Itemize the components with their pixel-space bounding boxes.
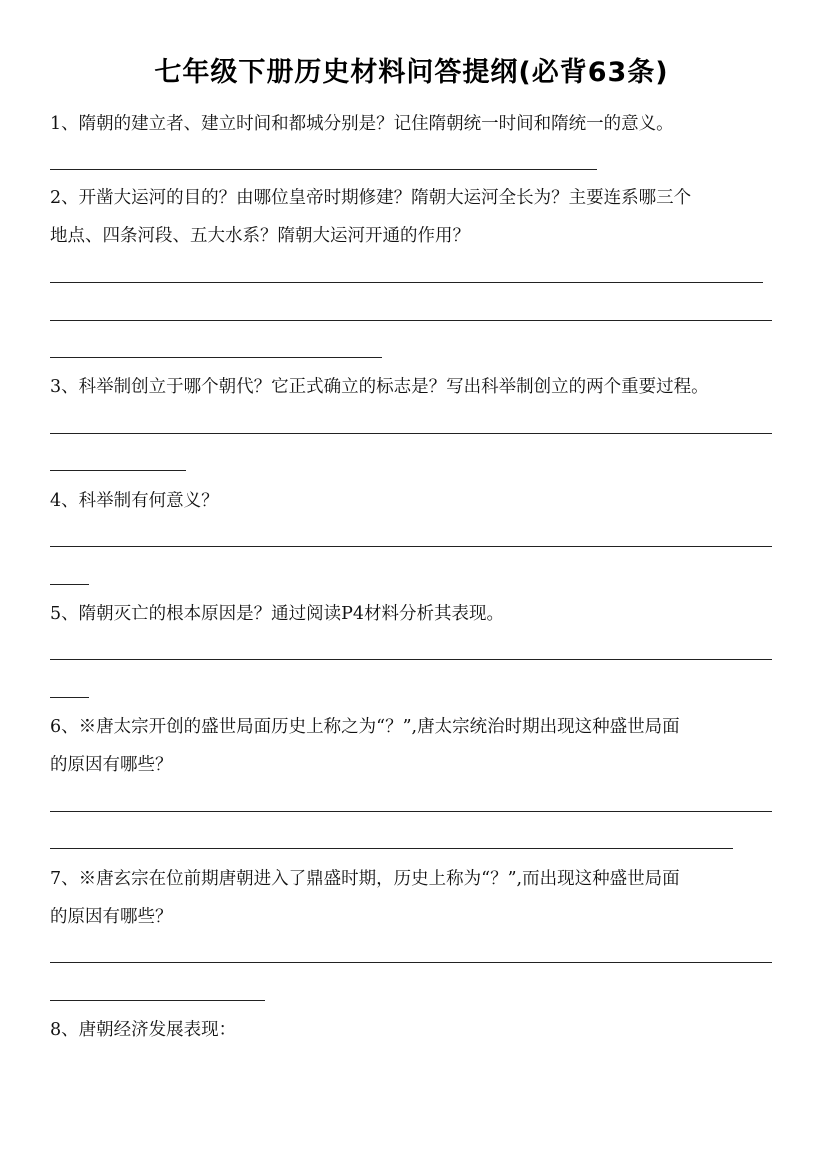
question-5-text: 5、隋朝灭亡的根本原因是？通过阅读P4材料分析其表现。 bbox=[50, 604, 505, 624]
answer-line bbox=[50, 848, 733, 849]
answer-line bbox=[50, 470, 186, 471]
answer-line bbox=[50, 962, 772, 963]
answer-line bbox=[50, 1000, 265, 1001]
answer-line bbox=[50, 169, 597, 170]
answer-line bbox=[50, 433, 772, 434]
question-8-text: 8、唐朝经济发展表现： bbox=[50, 1020, 237, 1040]
answer-line bbox=[50, 320, 772, 321]
question-4-text: 4、科举制有何意义？ bbox=[50, 491, 219, 511]
question-2-text-line-1: 2、开凿大运河的目的？由哪位皇帝时期修建？隋朝大运河全长为？主要连系哪三个 bbox=[50, 188, 692, 208]
question-6-text-line-1: 6、※唐太宗开创的盛世局面历史上称之为“？”,唐太宗统治时期出现这种盛世局面 bbox=[50, 717, 680, 737]
answer-line bbox=[50, 811, 772, 812]
question-7-text-line-1: 7、※唐玄宗在位前期唐朝进入了鼎盛时期，历史上称为“？”,而出现这种盛世局面 bbox=[50, 869, 680, 889]
answer-line bbox=[50, 282, 763, 283]
question-3-text: 3、科举制创立于哪个朝代？它正式确立的标志是？写出科举制创立的两个重要过程。 bbox=[50, 377, 709, 397]
answer-line bbox=[50, 584, 89, 585]
answer-line bbox=[50, 357, 382, 358]
answer-line bbox=[50, 659, 772, 660]
question-1-text: 1、隋朝的建立者、建立时间和都城分别是？记住隋朝统一时间和隋统一的意义。 bbox=[50, 114, 674, 134]
question-7-text-line-2: 的原因有哪些？ bbox=[50, 907, 173, 927]
question-6-text-line-2: 的原因有哪些？ bbox=[50, 755, 173, 775]
page-title: 七年级下册历史材料问答提纲(必背63条) bbox=[154, 57, 669, 88]
question-2-text-line-2: 地点、四条河段、五大水系？隋朝大运河开通的作用？ bbox=[50, 226, 470, 246]
answer-line bbox=[50, 697, 89, 698]
answer-line bbox=[50, 546, 772, 547]
